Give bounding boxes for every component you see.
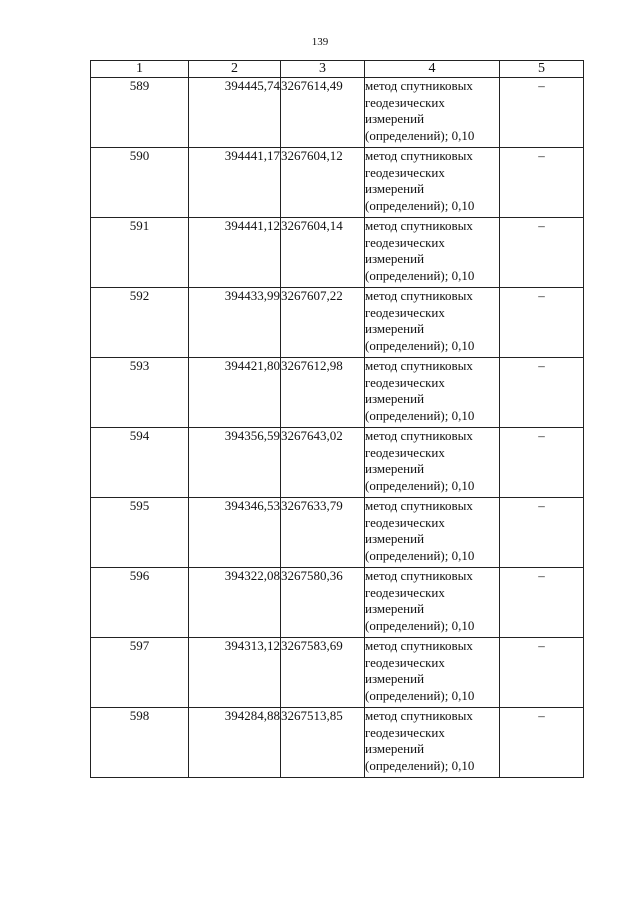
method-line: геодезических bbox=[365, 374, 445, 390]
method-line: измерений bbox=[365, 461, 425, 476]
y-coordinate-cell: 3267607,22 bbox=[281, 288, 365, 358]
method-line: (определений); 0,10 bbox=[365, 127, 475, 143]
table-row bbox=[91, 218, 584, 288]
table-row bbox=[91, 498, 584, 568]
method-line: геодезических bbox=[365, 724, 445, 740]
method-line: измерений bbox=[365, 741, 425, 756]
method-line: метод спутниковых bbox=[365, 288, 473, 303]
y-coordinate-cell: 3267580,36 bbox=[281, 568, 365, 638]
column-header-3: 3 bbox=[281, 61, 365, 78]
page-number: 139 bbox=[311, 36, 329, 48]
method-line: измерений bbox=[365, 531, 425, 546]
column-5-cell: – bbox=[500, 708, 584, 778]
method-line: метод спутниковых bbox=[365, 428, 473, 443]
y-coordinate-cell: 3267612,98 bbox=[281, 358, 365, 428]
coordinates-table bbox=[90, 60, 584, 778]
point-number-cell: 593 bbox=[91, 358, 189, 428]
method-line: (определений); 0,10 bbox=[365, 267, 475, 283]
table-row bbox=[91, 288, 584, 358]
method-line: (определений); 0,10 bbox=[365, 617, 475, 633]
y-coordinate-cell: 3267604,12 bbox=[281, 148, 365, 218]
method-line: геодезических bbox=[365, 444, 445, 460]
table-body bbox=[91, 78, 584, 778]
method-line: геодезических bbox=[365, 304, 445, 320]
method-cell bbox=[365, 78, 500, 148]
method-line: (определений); 0,10 bbox=[365, 687, 475, 703]
method-line: (определений); 0,10 bbox=[365, 197, 475, 213]
method-line: геодезических bbox=[365, 654, 445, 670]
point-number-cell: 594 bbox=[91, 428, 189, 498]
table-row bbox=[91, 428, 584, 498]
x-coordinate-cell: 394322,08 bbox=[189, 568, 281, 638]
column-5-cell: – bbox=[500, 148, 584, 218]
y-coordinate-cell: 3267614,49 bbox=[281, 78, 365, 148]
method-cell bbox=[365, 428, 500, 498]
x-coordinate-cell: 394441,12 bbox=[189, 218, 281, 288]
x-coordinate-cell: 394313,12 bbox=[189, 638, 281, 708]
method-cell bbox=[365, 568, 500, 638]
method-line: геодезических bbox=[365, 514, 445, 530]
column-5-cell: – bbox=[500, 78, 584, 148]
point-number-cell: 597 bbox=[91, 638, 189, 708]
column-5-cell: – bbox=[500, 568, 584, 638]
method-line: метод спутниковых bbox=[365, 358, 473, 373]
column-5-cell: – bbox=[500, 638, 584, 708]
method-cell bbox=[365, 358, 500, 428]
table-header bbox=[91, 61, 584, 78]
method-cell bbox=[365, 498, 500, 568]
y-coordinate-cell: 3267513,85 bbox=[281, 708, 365, 778]
method-line: метод спутниковых bbox=[365, 148, 473, 163]
point-number-cell: 598 bbox=[91, 708, 189, 778]
method-line: (определений); 0,10 bbox=[365, 547, 475, 563]
method-line: метод спутниковых bbox=[365, 638, 473, 653]
table-row bbox=[91, 638, 584, 708]
column-header-2: 2 bbox=[189, 61, 281, 78]
method-cell bbox=[365, 708, 500, 778]
column-header-5: 5 bbox=[500, 61, 584, 78]
table-row bbox=[91, 708, 584, 778]
point-number-cell: 592 bbox=[91, 288, 189, 358]
table-row bbox=[91, 568, 584, 638]
y-coordinate-cell: 3267583,69 bbox=[281, 638, 365, 708]
y-coordinate-cell: 3267604,14 bbox=[281, 218, 365, 288]
method-line: измерений bbox=[365, 181, 425, 196]
x-coordinate-cell: 394346,53 bbox=[189, 498, 281, 568]
column-5-cell: – bbox=[500, 218, 584, 288]
method-line: (определений); 0,10 bbox=[365, 337, 475, 353]
method-cell bbox=[365, 288, 500, 358]
method-line: измерений bbox=[365, 391, 425, 406]
method-line: измерений bbox=[365, 251, 425, 266]
table-row bbox=[91, 148, 584, 218]
x-coordinate-cell: 394284,88 bbox=[189, 708, 281, 778]
point-number-cell: 591 bbox=[91, 218, 189, 288]
point-number-cell: 589 bbox=[91, 78, 189, 148]
method-cell bbox=[365, 218, 500, 288]
method-line: измерений bbox=[365, 321, 425, 336]
table-row bbox=[91, 358, 584, 428]
method-line: измерений bbox=[365, 111, 425, 126]
method-line: геодезических bbox=[365, 94, 445, 110]
x-coordinate-cell: 394421,80 bbox=[189, 358, 281, 428]
y-coordinate-cell: 3267643,02 bbox=[281, 428, 365, 498]
method-line: измерений bbox=[365, 601, 425, 616]
column-5-cell: – bbox=[500, 498, 584, 568]
method-line: метод спутниковых bbox=[365, 708, 473, 723]
method-line: геодезических bbox=[365, 234, 445, 250]
point-number-cell: 596 bbox=[91, 568, 189, 638]
method-line: (определений); 0,10 bbox=[365, 407, 475, 423]
method-line: измерений bbox=[365, 671, 425, 686]
x-coordinate-cell: 394433,99 bbox=[189, 288, 281, 358]
x-coordinate-cell: 394441,17 bbox=[189, 148, 281, 218]
column-5-cell: – bbox=[500, 358, 584, 428]
method-line: (определений); 0,10 bbox=[365, 757, 475, 773]
column-5-cell: – bbox=[500, 428, 584, 498]
table-row bbox=[91, 78, 584, 148]
header-row bbox=[91, 61, 584, 78]
method-line: геодезических bbox=[365, 584, 445, 600]
x-coordinate-cell: 394445,74 bbox=[189, 78, 281, 148]
column-header-1: 1 bbox=[91, 61, 189, 78]
x-coordinate-cell: 394356,59 bbox=[189, 428, 281, 498]
method-line: метод спутниковых bbox=[365, 498, 473, 513]
method-line: метод спутниковых bbox=[365, 78, 473, 93]
method-cell bbox=[365, 638, 500, 708]
column-header-4: 4 bbox=[365, 61, 500, 78]
method-cell bbox=[365, 148, 500, 218]
method-line: геодезических bbox=[365, 164, 445, 180]
point-number-cell: 590 bbox=[91, 148, 189, 218]
method-line: (определений); 0,10 bbox=[365, 477, 475, 493]
method-line: метод спутниковых bbox=[365, 568, 473, 583]
y-coordinate-cell: 3267633,79 bbox=[281, 498, 365, 568]
point-number-cell: 595 bbox=[91, 498, 189, 568]
method-line: метод спутниковых bbox=[365, 218, 473, 233]
column-5-cell: – bbox=[500, 288, 584, 358]
